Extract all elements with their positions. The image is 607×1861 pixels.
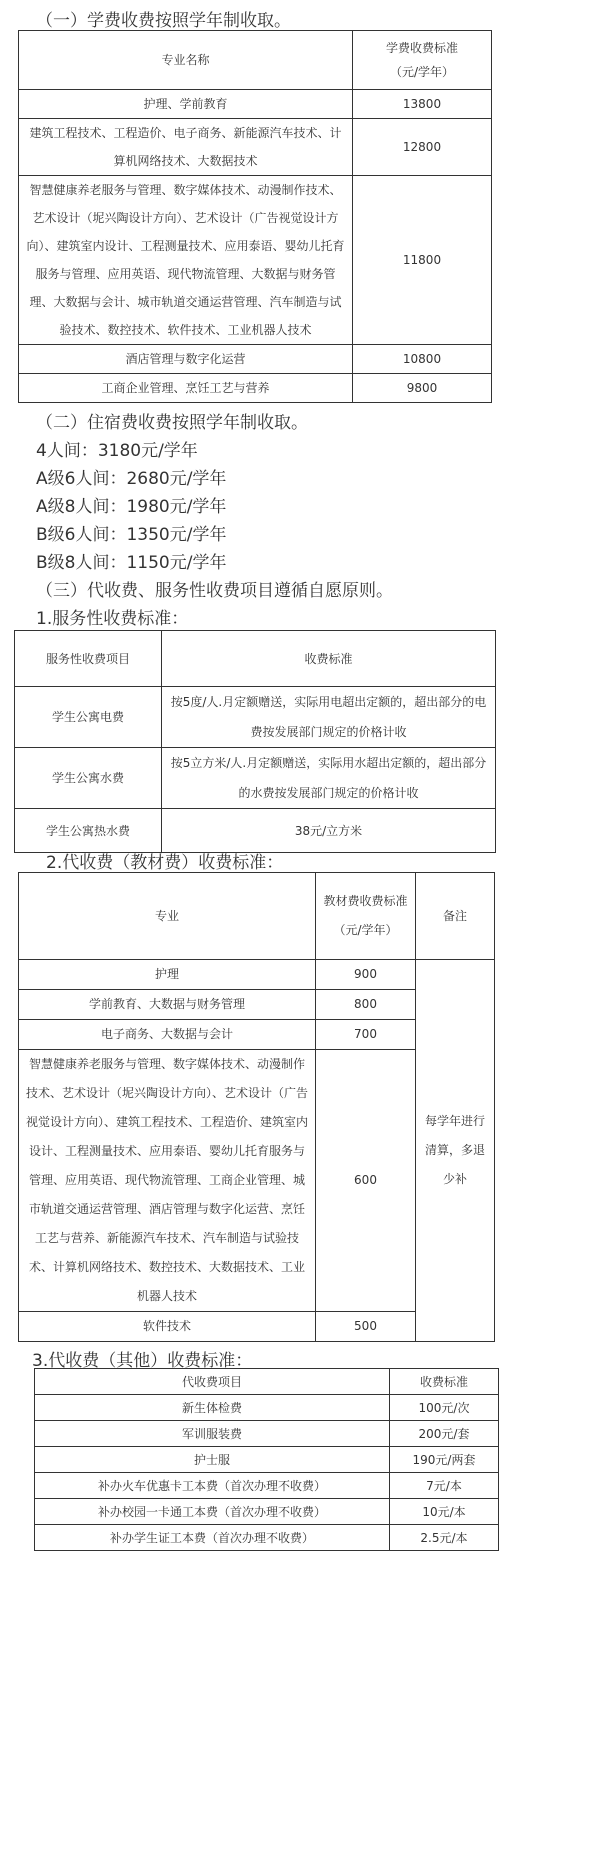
table-row: [19, 119, 492, 176]
service-standard: 38元/立方米: [162, 809, 496, 853]
tuition-major: 酒店管理与数字化运营: [19, 345, 353, 374]
textbook-major: 护理: [19, 960, 316, 990]
other-item: 护士服: [35, 1447, 390, 1473]
table-row: [15, 687, 496, 748]
tuition-fee: 10800: [353, 345, 492, 374]
other-standard: 190元/两套: [390, 1447, 499, 1473]
table-row: [35, 1421, 499, 1447]
table-row: [35, 1473, 499, 1499]
textbook-major: 电子商务、大数据与会计: [19, 1020, 316, 1050]
table-row: [19, 90, 492, 119]
other-item: 补办学生证工本费（首次办理不收费）: [35, 1525, 390, 1551]
other-header-standard: 收费标准: [390, 1369, 499, 1395]
tuition-major: 建筑工程技术、工程造价、电子商务、新能源汽车技术、计算机网络技术、大数据技术: [19, 119, 353, 176]
tuition-major: 护理、学前教育: [19, 90, 353, 119]
table-row: [35, 1499, 499, 1525]
tuition-header-major: 专业名称: [19, 31, 353, 90]
service-item: 学生公寓电费: [15, 687, 162, 748]
textbook-fee: 500: [316, 1312, 416, 1342]
tuition-header-standard-line1: 学费收费标准: [385, 41, 458, 55]
textbook-fee-title: 2.代收费（教材费）收费标准：: [46, 853, 284, 873]
other-standard: 7元/本: [390, 1473, 499, 1499]
service-standard: 按5立方米/人.月定额赠送，实际用水超出定额的，超出部分的水费按发展部门规定的价格计收: [162, 748, 496, 809]
table-row: [19, 374, 492, 403]
other-header-item: 代收费项目: [35, 1369, 390, 1395]
dorm-item: A级6人间：2680元/学年: [36, 469, 227, 489]
service-header-item: 服务性收费项目: [15, 631, 162, 687]
other-item: 补办火车优惠卡工本费（首次办理不收费）: [35, 1473, 390, 1499]
service-item: 学生公寓热水费: [15, 809, 162, 853]
textbook-header-row: [19, 873, 495, 960]
section2-heading: （二）住宿费收费按照学年制收取。: [36, 413, 308, 433]
service-standard: 按5度/人.月定额赠送，实际用电超出定额的，超出部分的电费按发展部门规定的价格计收: [162, 687, 496, 748]
other-item: 补办校园一卡通工本费（首次办理不收费）: [35, 1499, 390, 1525]
tuition-fee: 13800: [353, 90, 492, 119]
table-row: [35, 1525, 499, 1551]
service-fee-title: 1.服务性收费标准：: [36, 609, 189, 629]
textbook-header-standard: 教材费收费标准（元/学年）: [316, 873, 416, 960]
other-standard: 200元/套: [390, 1421, 499, 1447]
table-row: [19, 176, 492, 345]
table-row: [19, 345, 492, 374]
tuition-fee: 11800: [353, 176, 492, 345]
table-row: [15, 748, 496, 809]
other-standard: 10元/本: [390, 1499, 499, 1525]
textbook-fee: 600: [316, 1050, 416, 1312]
section1-heading: （一）学费收费按照学年制收取。: [36, 11, 291, 31]
dorm-item: B级8人间：1150元/学年: [36, 553, 227, 573]
dorm-item: A级8人间：1980元/学年: [36, 497, 227, 517]
textbook-header-major: 专业: [19, 873, 316, 960]
table-row: [35, 1447, 499, 1473]
table-row: [35, 1395, 499, 1421]
tuition-major: 智慧健康养老服务与管理、数字媒体技术、动漫制作技术、艺术设计（坭兴陶设计方向）、艺术设计（广告视觉设计方向）、建筑室内设计、工程测量技术、应用泰语、婴幼儿托育服务与管理、应用英语、现代物流管理、大数据与财务管理、大数据与会计、城市轨道交通运营管理、汽车制造与试验技术、数控技术、软件技术、工业机器人技术: [19, 176, 353, 345]
textbook-fee: 900: [316, 960, 416, 990]
other-standard: 100元/次: [390, 1395, 499, 1421]
other-fee-title: 3.代收费（其他）收费标准：: [32, 1351, 253, 1371]
tuition-major: 工商企业管理、烹饪工艺与营养: [19, 374, 353, 403]
table-row: [19, 960, 495, 990]
tuition-header-row: [19, 31, 492, 90]
textbook-major: 智慧健康养老服务与管理、数字媒体技术、动漫制作技术、艺术设计（坭兴陶设计方向）、艺术设计（广告视觉设计方向）、建筑工程技术、工程造价、建筑室内设计、工程测量技术、应用泰语、婴幼儿托育服务与管理、应用英语、现代物流管理、工商企业管理、城市轨道交通运营管理、酒店管理与数字化运营、烹饪工艺与营养、新能源汽车技术、汽车制造与试验技术、计算机网络技术、数控技术、大数据技术、工业机器人技术: [19, 1050, 316, 1312]
service-header-standard: 收费标准: [162, 631, 496, 687]
service-item: 学生公寓水费: [15, 748, 162, 809]
other-header-row: [35, 1369, 499, 1395]
textbook-major: 学前教育、大数据与财务管理: [19, 990, 316, 1020]
tuition-table: [18, 30, 492, 403]
section3-heading: （三）代收费、服务性收费项目遵循自愿原则。: [36, 581, 393, 601]
textbook-major: 软件技术: [19, 1312, 316, 1342]
other-item: 新生体检费: [35, 1395, 390, 1421]
other-standard: 2.5元/本: [390, 1525, 499, 1551]
textbook-fee-table: [18, 872, 495, 1342]
dorm-item: B级6人间：1350元/学年: [36, 525, 227, 545]
tuition-header-standard: [353, 31, 492, 90]
other-item: 军训服装费: [35, 1421, 390, 1447]
tuition-fee: 9800: [353, 374, 492, 403]
textbook-note: 每学年进行清算，多退少补: [416, 960, 495, 1342]
textbook-header-note: 备注: [416, 873, 495, 960]
tuition-header-standard-line2: （元/学年）: [389, 65, 455, 79]
textbook-fee: 700: [316, 1020, 416, 1050]
textbook-fee: 800: [316, 990, 416, 1020]
table-row: [15, 809, 496, 853]
tuition-fee: 12800: [353, 119, 492, 176]
service-fee-table: [14, 630, 496, 853]
service-header-row: [15, 631, 496, 687]
dorm-item: 4人间：3180元/学年: [36, 441, 198, 461]
other-fee-table: [34, 1368, 499, 1551]
